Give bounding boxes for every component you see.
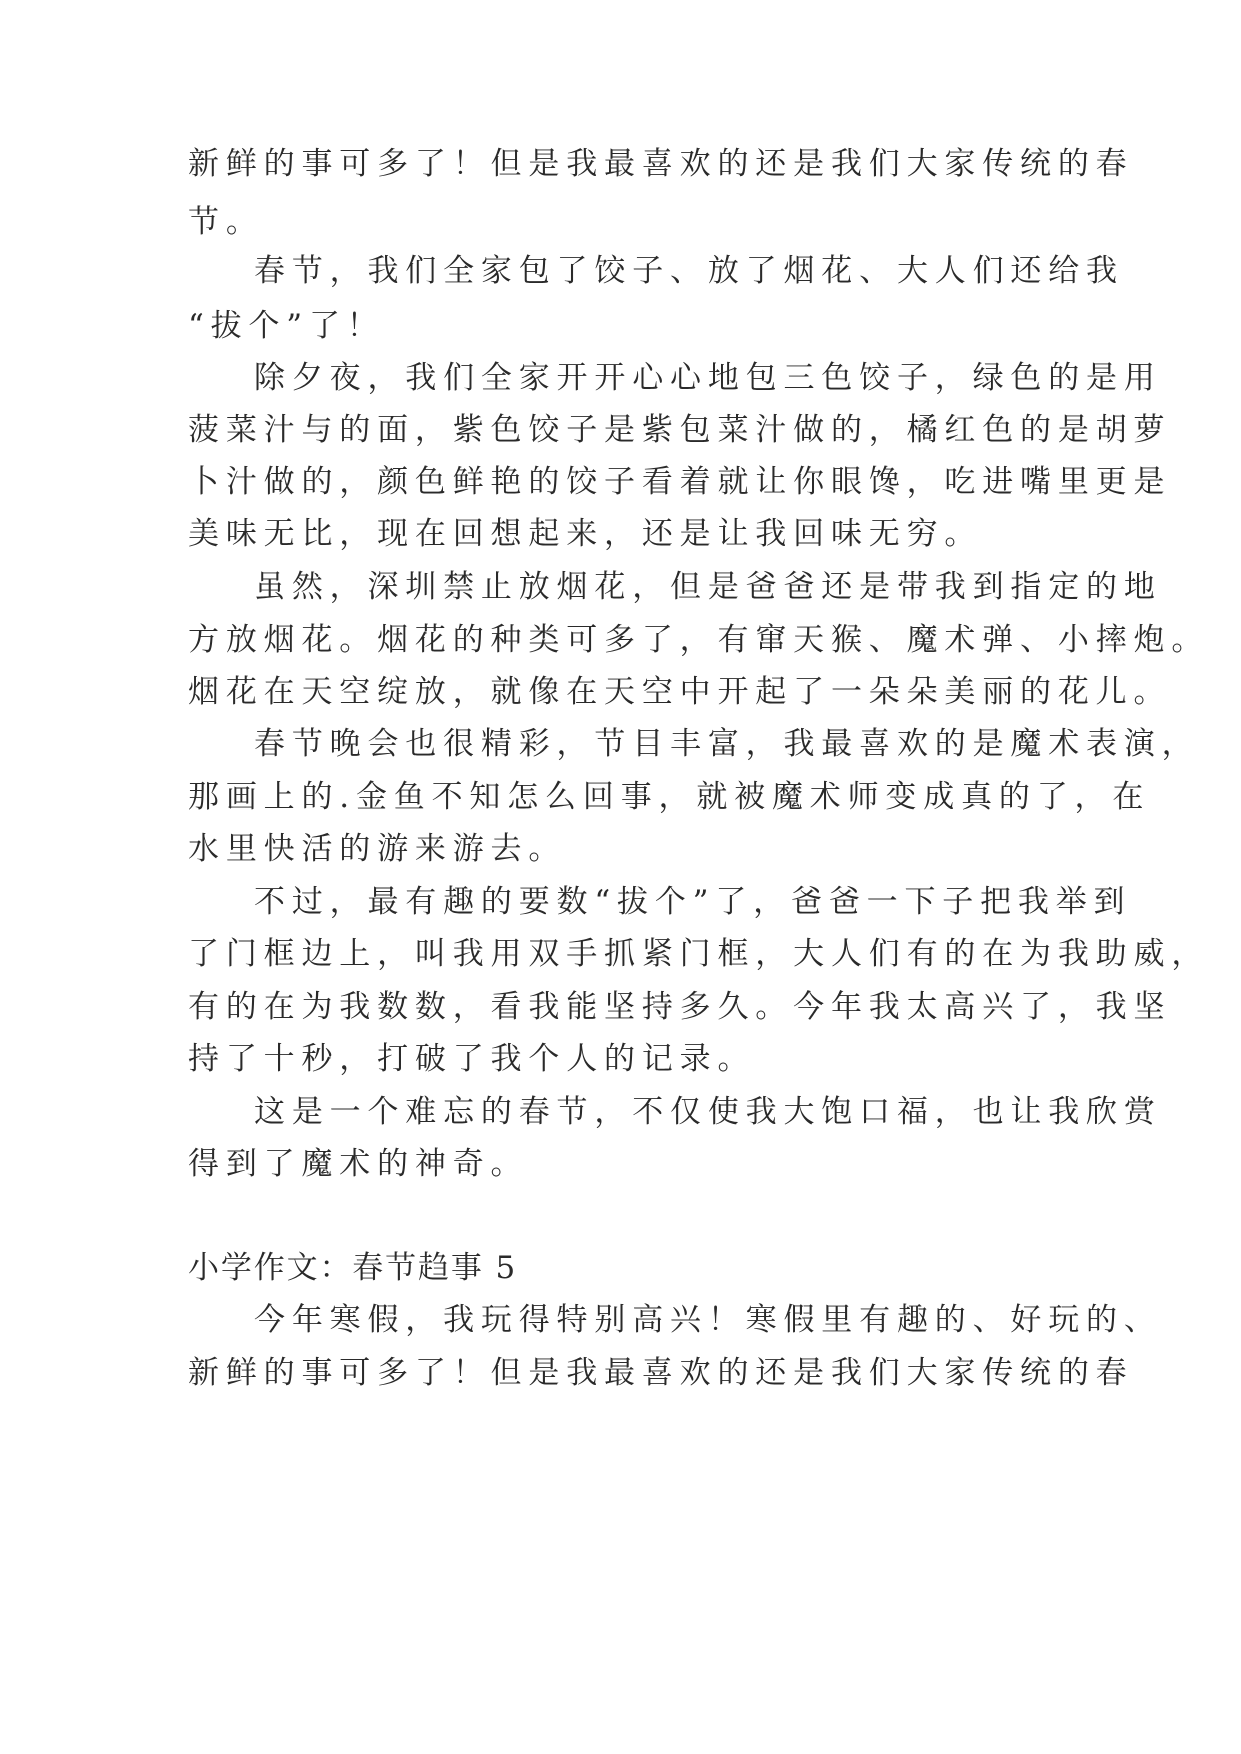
text-line: 卜汁做的，颜色鲜艳的饺子看着就让你眼馋，吃进嘴里更是 <box>188 464 1172 500</box>
section-heading: 小学作文：春节趋事 5 <box>188 1250 518 1286</box>
text-line: 节。 <box>188 204 264 240</box>
paragraph-first-line: 春节，我们全家包了饺子、放了烟花、大人们还给我 <box>254 253 1124 289</box>
text-line: 持了十秒，打破了我个人的记录。 <box>188 1041 756 1077</box>
text-line: 新鲜的事可多了！但是我最喜欢的还是我们大家传统的春 <box>188 1355 1134 1391</box>
text-line: 得到了魔术的神奇。 <box>188 1146 529 1182</box>
text-line: 美味无比，现在回想起来，还是让我回味无穷。 <box>188 516 983 552</box>
paragraph-first-line: 今年寒假，我玩得特别高兴！寒假里有趣的、好玩的、 <box>254 1302 1162 1338</box>
text-line: 了门框边上，叫我用双手抓紧门框，大人们有的在为我助威， <box>188 936 1210 972</box>
paragraph-first-line: 不过，最有趣的要数“拔个”了，爸爸一下子把我举到 <box>254 884 1132 920</box>
text-line: “拔个”了！ <box>188 308 385 344</box>
text-line: 那画上的.金鱼不知怎么回事，就被魔术师变成真的了，在 <box>188 779 1151 815</box>
paragraph-first-line: 春节晚会也很精彩，节目丰富，我最喜欢的是魔术表演， <box>254 726 1200 762</box>
text-line: 方放烟花。烟花的种类可多了，有窜天猴、魔术弹、小摔炮。 <box>188 622 1210 658</box>
paragraph-first-line: 虽然，深圳禁止放烟花，但是爸爸还是带我到指定的地 <box>254 569 1162 605</box>
text-line: 有的在为我数数，看我能坚持多久。今年我太高兴了，我坚 <box>188 989 1172 1025</box>
text-line: 菠菜汁与的面，紫色饺子是紫包菜汁做的，橘红色的是胡萝 <box>188 412 1172 448</box>
text-line: 水里快活的游来游去。 <box>188 831 567 867</box>
paragraph-first-line: 除夕夜，我们全家开开心心地包三色饺子，绿色的是用 <box>254 360 1162 396</box>
paragraph-first-line: 这是一个难忘的春节，不仅使我大饱口福，也让我欣赏 <box>254 1094 1162 1130</box>
text-line: 烟花在天空绽放，就像在天空中开起了一朵朵美丽的花儿。 <box>188 674 1172 710</box>
text-line: 新鲜的事可多了！但是我最喜欢的还是我们大家传统的春 <box>188 146 1134 182</box>
